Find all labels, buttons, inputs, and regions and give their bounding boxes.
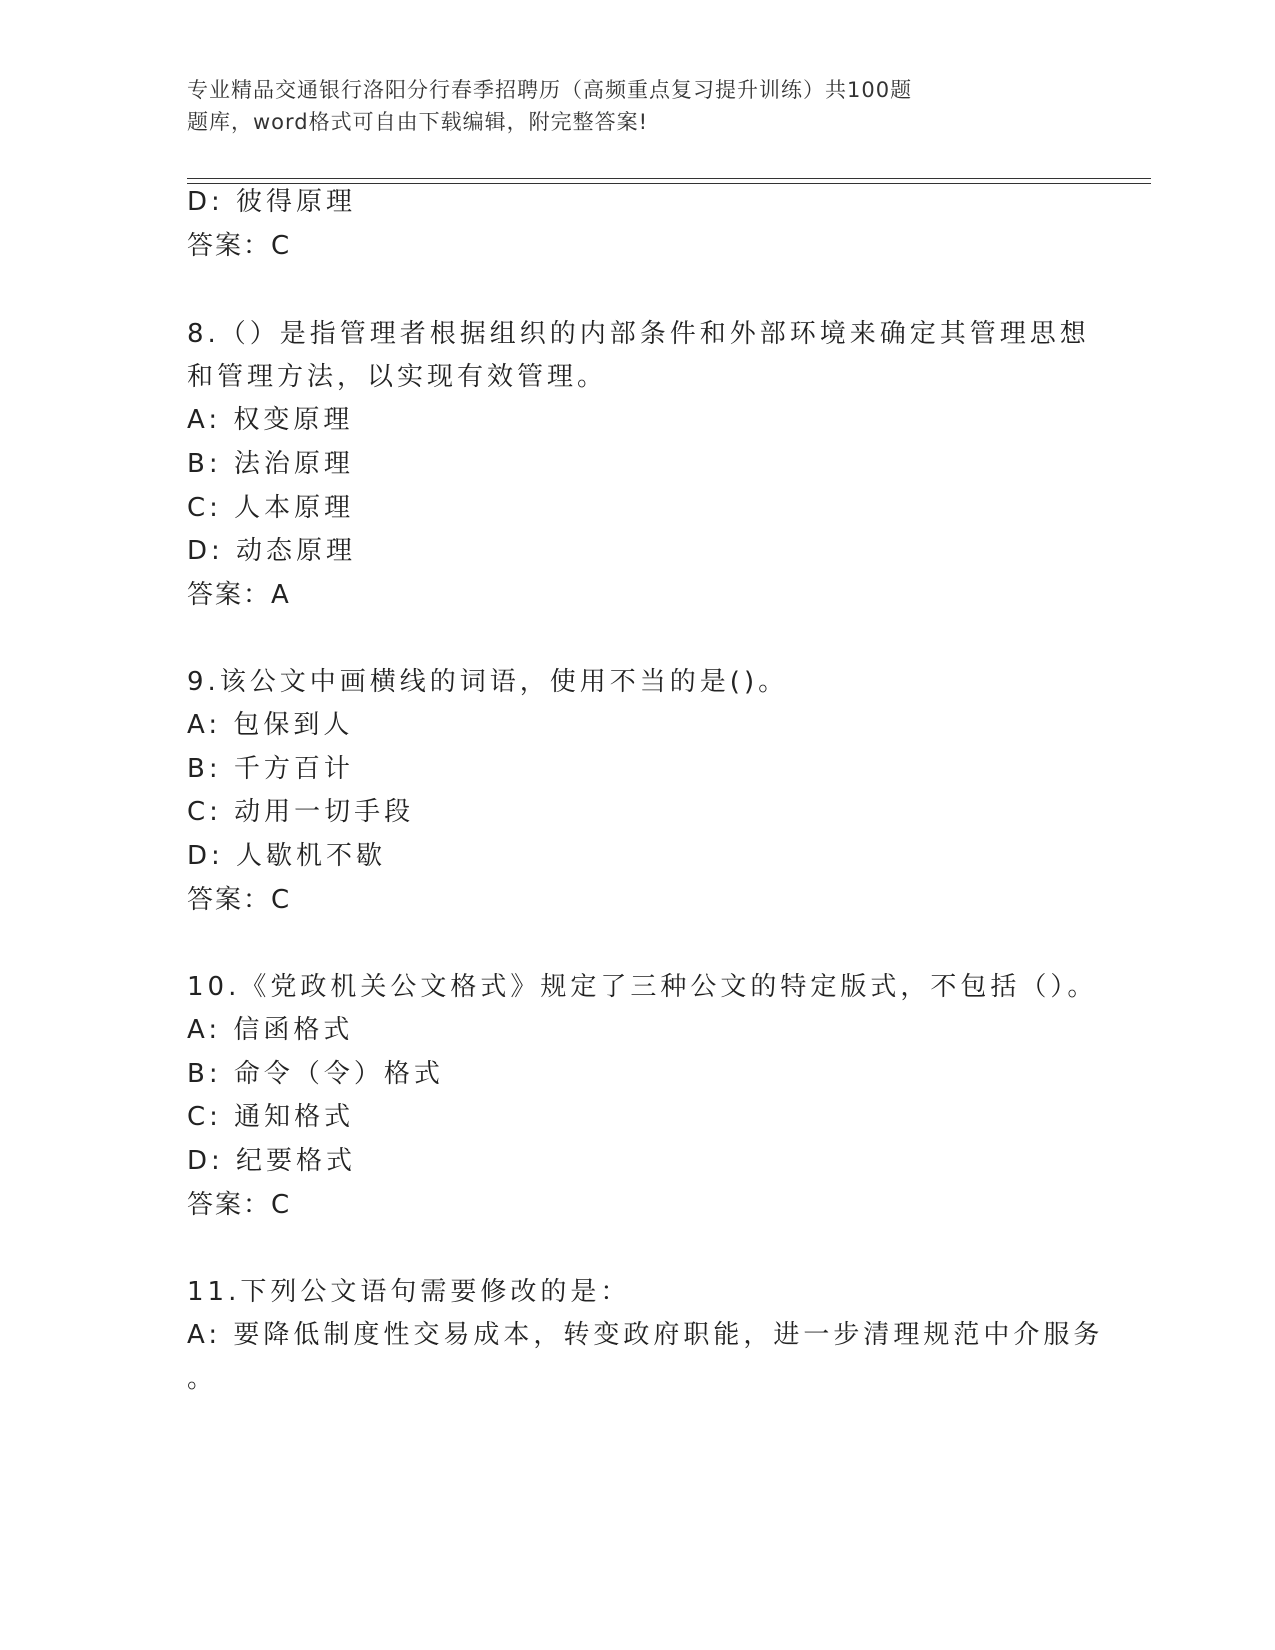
question-8-option-c: C: 人本原理 — [187, 493, 355, 523]
header-rule-top — [187, 178, 1151, 179]
question-11-option-a-continuation: 。 — [187, 1364, 218, 1394]
question-8-stem-line-1: 8.（）是指管理者根据组织的内部条件和外部环境来确定其管理思想 — [187, 319, 1090, 349]
question-10-option-b: B: 命令（令）格式 — [187, 1059, 444, 1089]
question-11-stem: 11.下列公文语句需要修改的是： — [187, 1277, 631, 1307]
question-8-option-b: B: 法治原理 — [187, 449, 354, 479]
question-9-stem: 9.该公文中画横线的词语，使用不当的是()。 — [187, 667, 789, 697]
question-9-option-d: D: 人歇机不歇 — [187, 841, 387, 871]
question-9-answer: 答案：C — [187, 885, 292, 915]
document-header — [187, 74, 1047, 138]
header-title-line-1: 专业精品交通银行洛阳分行春季招聘历（高频重点复习提升训练）共100题 — [187, 78, 913, 102]
prev-question-option-d: D: 彼得原理 — [187, 187, 357, 217]
question-11-option-a: A: 要降低制度性交易成本，转变政府职能，进一步清理规范中介服务 — [187, 1320, 1104, 1350]
question-8-answer: 答案：A — [187, 580, 291, 610]
question-8-stem-line-2: 和管理方法，以实现有效管理。 — [187, 362, 608, 392]
question-10-stem: 10.《党政机关公文格式》规定了三种公文的特定版式，不包括（）。 — [187, 972, 1098, 1002]
prev-question-answer: 答案：C — [187, 231, 292, 261]
question-10-option-a: A: 信函格式 — [187, 1015, 354, 1045]
question-10-answer: 答案：C — [187, 1190, 292, 1220]
question-8-option-d: D: 动态原理 — [187, 536, 357, 566]
question-10-option-c: C: 通知格式 — [187, 1102, 355, 1132]
header-rule-bottom — [187, 183, 1151, 184]
header-title-line-2: 题库，word格式可自由下载编辑，附完整答案! — [187, 110, 649, 134]
question-9-option-c: C: 动用一切手段 — [187, 797, 415, 827]
question-9-option-b: B: 千方百计 — [187, 754, 354, 784]
question-8-option-a: A: 权变原理 — [187, 405, 354, 435]
question-9-option-a: A: 包保到人 — [187, 710, 354, 740]
question-10-option-d: D: 纪要格式 — [187, 1146, 357, 1176]
